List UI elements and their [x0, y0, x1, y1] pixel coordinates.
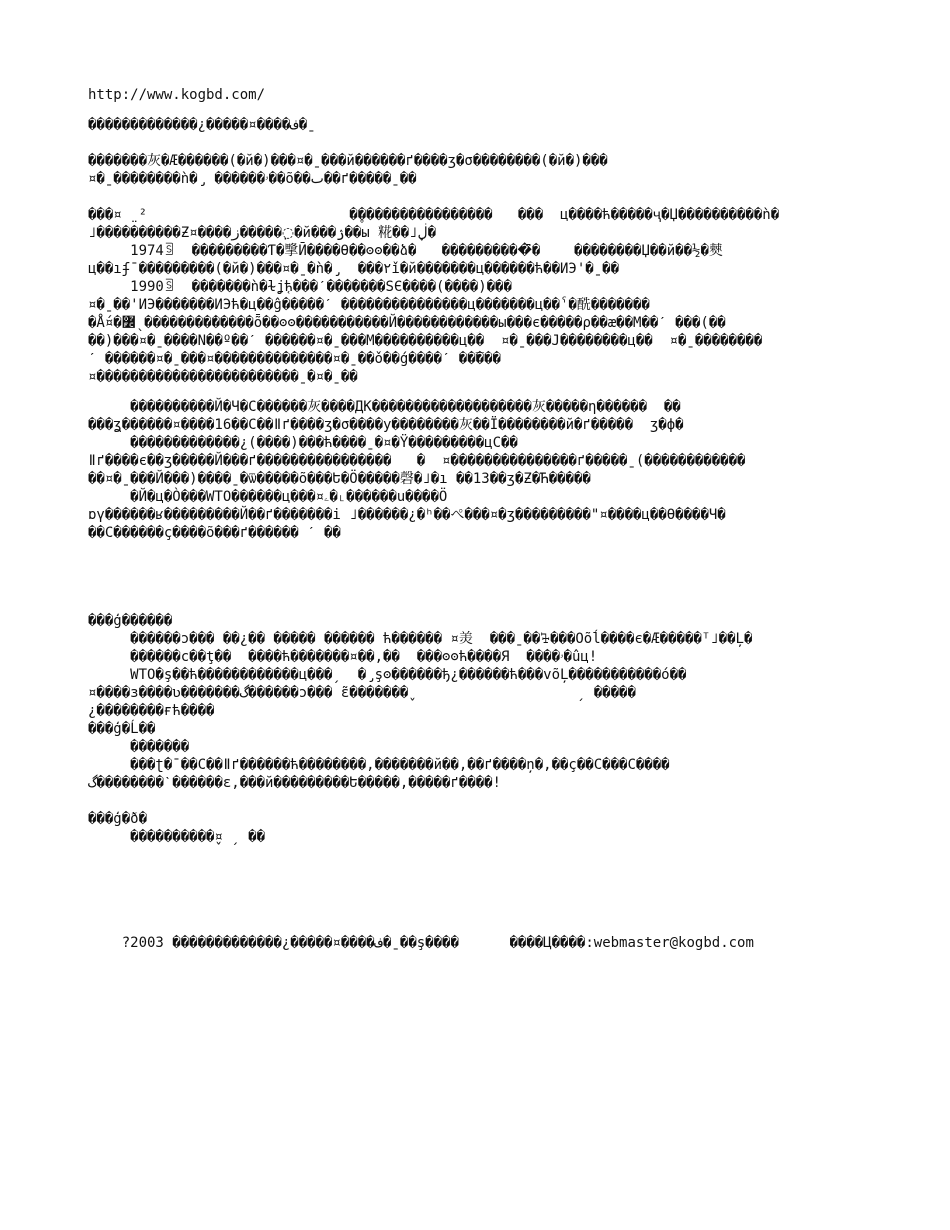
text-line: ��)���¤�ˍ����Ν��º��ˊ ������¤�ˍ���М����������ц�� ¤�ˍ���Ј��������ц�� ¤�ˍ��������	[88, 333, 763, 349]
text-line: ¿��������ғћ����	[88, 703, 215, 719]
text-line: ������ɔ��� ��¿�� ����� ������ ћ������ ¤羙 ���ˍ��ꕳ���Оõĺ����є�Æ�����ᵀ˩��Ļ�	[88, 631, 753, 647]
contact-label: ����Ц����:	[509, 935, 594, 951]
text-line: ����������̬¤ ˏ ��	[88, 829, 266, 845]
site-url[interactable]: http://www.kogbd.com/	[88, 87, 266, 103]
text-line: ¤����ɜ����ʋ�������گ������ɔ��� ̃ɛ�������̬ ˏ �����	[88, 685, 636, 701]
section-heading: ���ģ������	[88, 613, 173, 629]
section-contact	[88, 810, 863, 846]
text-line: گ��������ˋ������ɛ,���й���������Ե�����,�����ґ����!	[88, 775, 501, 791]
text-line: ¤�ˍ��������ǹ�̡ ������ۥ��õ��ٮ��ґ�����ˍ��	[88, 171, 417, 187]
text-line: ��С������ç����õ���ґ������ ˊ ��	[88, 525, 341, 541]
spacer	[88, 104, 863, 116]
text-line: ц��ıʄˉ���������(�й�)���¤�ˍ�ǹ�̡ ���۲ǐ�й�������ц������ћ��ИЭ'�ˍ��	[88, 261, 620, 277]
text-line: �Ǻ¤�߼ˎ��������̇�����ȭ��ʘʘ�����������Й������������ы���є�����ρ��æ��М��ˊ ���(��	[88, 315, 726, 331]
footer	[88, 916, 863, 951]
text-line: �Й�ц�Ò���WTO������ц���¤ۦ�˪������u����Ö	[88, 489, 448, 505]
spacer	[88, 792, 863, 810]
text-line: ���ʓ������¤����16��С��ǁґ����ʒ�σ����у��������灰��Ï��������й�ґ����� ʒ�ф�	[88, 417, 684, 433]
document-body	[88, 86, 863, 951]
spacer	[88, 386, 863, 398]
text-line: ��¤�ˍ���Й���)����ˍ�ѿ�����õ���Ե�Ӧ�����磬�˩�ı ��13��ʒ�Ƶ�Ћ�����	[88, 471, 591, 487]
text-line: 1990ꉖ �������ǹ�ɫʝ֤ћ���ˊ�������ЅЄ����(����)���	[88, 279, 512, 295]
text-line: ������с��ţ�� ����ћ�������¤��,�� ���ʘʘћ����Я ����ۥ�ûц!	[88, 649, 598, 665]
text-line: ���ʈ�ˉ��С��ǁґ������ћ��������,�������й��,��ґ����ņ�,��ç��С���С����	[88, 757, 670, 773]
copyright-text: ?2003 �������������¿�����¤����ف�ˍ��ş����	[121, 935, 459, 951]
section-business	[88, 612, 863, 792]
text-line: ¤�ˍ��'ИЭ�������ИЭћ�ц��ĝ�����ˊ ���������������ц�������ц��ˁ�酰�������	[88, 297, 650, 313]
section-history	[88, 206, 863, 386]
text-line: ¤������������������������ˍ�¤�ˍ��	[88, 369, 358, 385]
spacer	[88, 134, 863, 152]
text-line: 1974ꉖ ���������Ƭ�㨼Ӣ����Ѳ��ʘʘ��ձ� ����������͆� ��������Џ��й��½�僰	[88, 243, 723, 259]
text-line: ���¤ ̤ ² �̥���������������� ��� ц����ћ�����ҷ�Џ����������ǹ�	[88, 207, 780, 223]
text-line: WTO�ş��ћ������������ц���ˏ �̡şʘ������ђ¿������ћ���võĻ�����������ó��	[88, 667, 687, 683]
text-line: ���ģ�Ĺ��	[88, 721, 156, 737]
footer-spacer	[459, 935, 510, 951]
email-link[interactable]: webmaster@kogbd.com	[593, 935, 754, 951]
text-line: ˩����������Ƶ¤����ز�����߲�й���ۯ��ы 糀��˩̬ڶ�	[88, 225, 437, 241]
intro-paragraph	[88, 152, 863, 188]
section-development	[88, 398, 863, 542]
spacer	[88, 188, 863, 206]
text-line: �������������¿(����)���ћ����ˍ�¤�Ÿ���������цС��	[88, 435, 518, 451]
section-heading: ���ģ�ð�	[88, 811, 148, 827]
text-line: ɒү������ʁ���������Й��ґ�������і ˩������¿�ʰ��ぺ���¤�ʒ���������"¤����ц��Ѳ����Ч�	[88, 507, 726, 523]
text-line: ����������Й�Ч�С������灰����ДК�������������������灰�����η������ ��	[88, 399, 681, 415]
text-line: �������灰�Æ������(�й�)���¤�ˍ���й������ґ����ʒ�σ��������(�й�)���	[88, 153, 608, 169]
text-line: �������	[88, 739, 190, 755]
spacer	[88, 542, 863, 612]
site-title: �������������¿�����¤����ف�ˍ	[88, 117, 316, 133]
text-line: ǁґ����є��ʒ�����Й���ґ���������������� � ¤���������������ґ�����ˍ(������������	[88, 453, 746, 469]
spacer	[88, 846, 863, 916]
text-line: ˊ ������¤�ˍ���¤��������������¤�ˍ��ǒ��ǵ����ˊ ��̅���	[88, 351, 501, 367]
